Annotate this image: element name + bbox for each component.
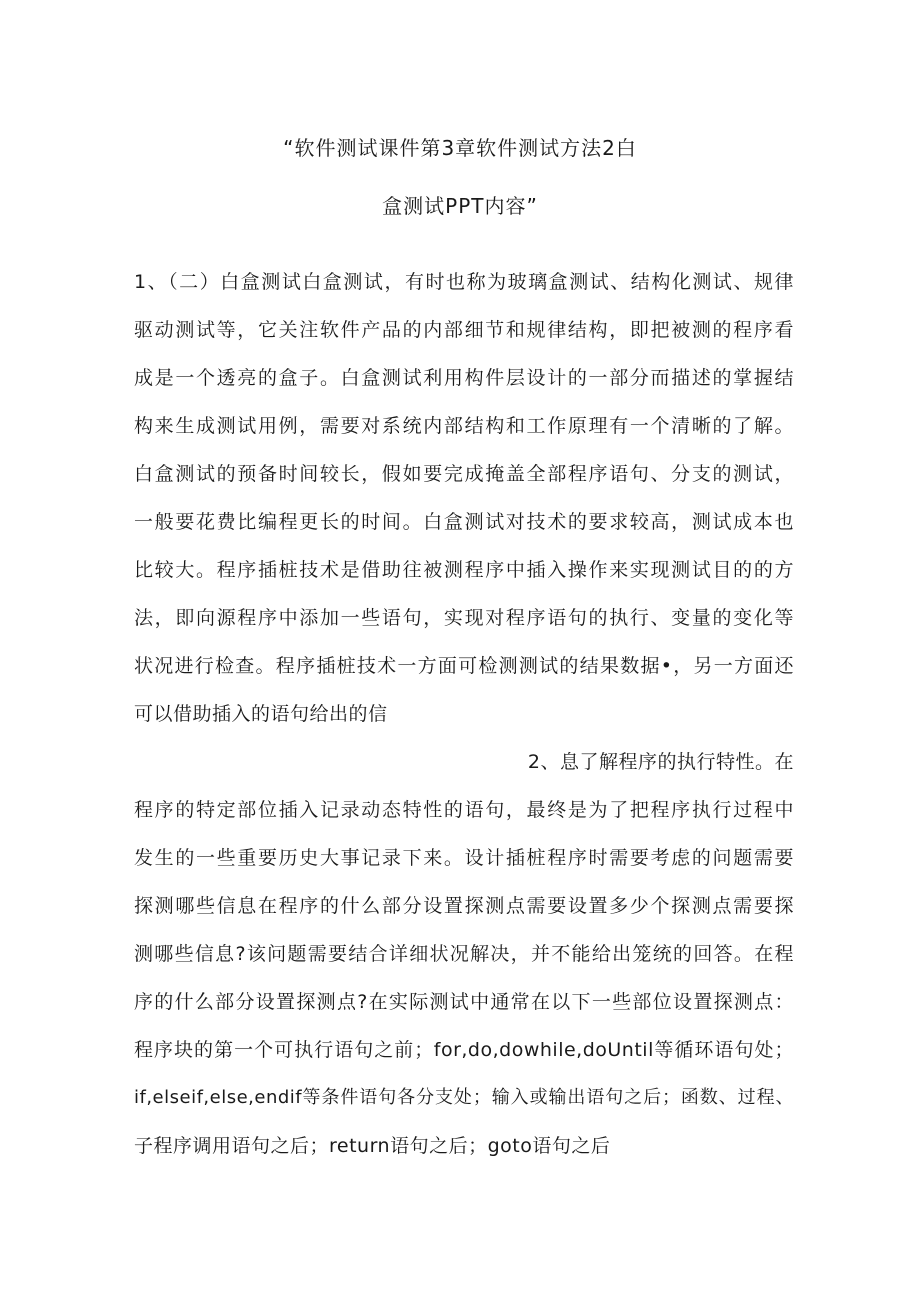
- body-line-7: 比较大。程序插桩技术是借助往被测程序中插入操作来实现测试目的的方: [134, 559, 794, 581]
- body-line-8: 法，即向源程序中添加一些语句，实现对程序语句的执行、变量的变化等: [134, 607, 794, 629]
- body-line-16: 序的什么部分设置探测点?在实际测试中通常在以下一些部位设置探测点：: [134, 991, 794, 1013]
- body-line-14: 探测哪些信息在程序的什么部分设置探测点需要设置多少个探测点需要探: [134, 895, 794, 917]
- body-line-6: 一般要花费比编程更长的时间。白盒测试对技术的要求较高，测试成本也: [134, 511, 794, 533]
- body-line-1: 1、（二）白盒测试白盒测试，有时也称为玻璃盒测试、结构化测试、规律: [134, 271, 794, 293]
- body-line-11: 2、息了解程序的执行特性。在: [527, 751, 794, 773]
- title-line-2: 盒测试PPT内容”: [382, 194, 538, 218]
- body-line-10: 可以借助插入的语句给出的信: [134, 703, 388, 725]
- body-line-12: 程序的特定部位插入记录动态特性的语句，最终是为了把程序执行过程中: [134, 799, 794, 821]
- title-line-1: “软件测试课件第3章软件测试方法2白: [283, 136, 637, 160]
- body-line-4: 构来生成测试用例，需要对系统内部结构和工作原理有一个清晰的了解。: [134, 415, 794, 437]
- body-line-18: if,elseif,else,endif等条件语句各分支处；输入或输出语句之后；函数、过程、: [134, 1087, 794, 1108]
- body-line-3: 成是一个透亮的盒子。白盒测试利用构件层设计的一部分而描述的掌握结: [134, 367, 794, 389]
- body-line-9: 状况进行检查。程序插桩技术一方面可检测测试的结果数据•，另一方面还: [134, 655, 794, 677]
- body-line-17: 程序块的第一个可执行语句之前；for,do,dowhile,doUntil等循环语句处；: [134, 1039, 794, 1061]
- body-line-15: 测哪些信息?该问题需要结合详细状况解决，并不能给出笼统的回答。在程: [134, 943, 794, 965]
- body-line-2: 驱动测试等，它关注软件产品的内部细节和规律结构，即把被测的程序看: [134, 319, 794, 341]
- body-line-13: 发生的一些重要历史大事记录下来。设计插桩程序时需要考虑的问题需要: [134, 847, 794, 869]
- body-line-5: 白盒测试的预备时间较长，假如要完成掩盖全部程序语句、分支的测试，: [134, 463, 794, 485]
- body-line-19: 子程序调用语句之后；return语句之后；goto语句之后: [134, 1135, 611, 1157]
